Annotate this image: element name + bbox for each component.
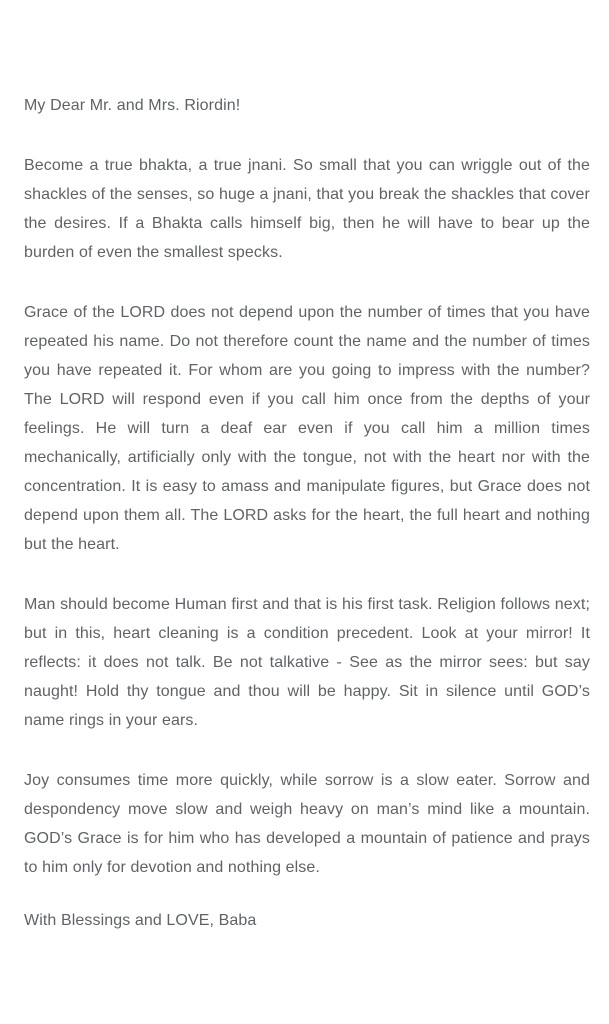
paragraph-grace-of-the-lord: Grace of the LORD does not depend upon the number of times that you have repeated his name. Do not therefore count the name and the number of times you have repeated it. For whom are you going to impress with the number? The LORD will respond even if you call him once from the depths of your feelings. He will turn a deaf ear even if you call him a million times mechanically, artificially only with the tongue, not with the heart nor with the concentration. It is easy to amass and manipulate figures, but Grace does not depend upon them all. The LORD asks for the heart, the full heart and nothing but the heart. [24,304,590,553]
paragraph-bhakta-jnani: Become a true bhakta, a true jnani. So small that you can wriggle out of the shackles of the senses, so huge a jnani, that you break the shackles that cover the desires. If a Bhakta calls himself big, then he will have to bear up the burden of even the smallest specks. [24,157,590,261]
paragraph-joy-consumes-time: Joy consumes time more quickly, while sorrow is a slow eater. Sorrow and despondency move slow and weigh heavy on man’s mind like a mountain. GOD’s Grace is for him who has developed a mountain of patience and prays to him only for devotion and nothing else. [24,772,590,876]
closing-signature: With Blessings and LOVE, Baba [24,912,257,929]
salutation: My Dear Mr. and Mrs. Riordin! [24,97,241,114]
paragraph-man-should-become-human: Man should become Human first and that is his first task. Religion follows next; but in this, heart cleaning is a condition precedent. Look at your mirror! It reflects: it does not talk. Be not talkative - See as the mirror sees: but say naught! Hold thy tongue and thou will be happy. Sit in silence until GOD’s name rings in your ears. [24,596,590,729]
